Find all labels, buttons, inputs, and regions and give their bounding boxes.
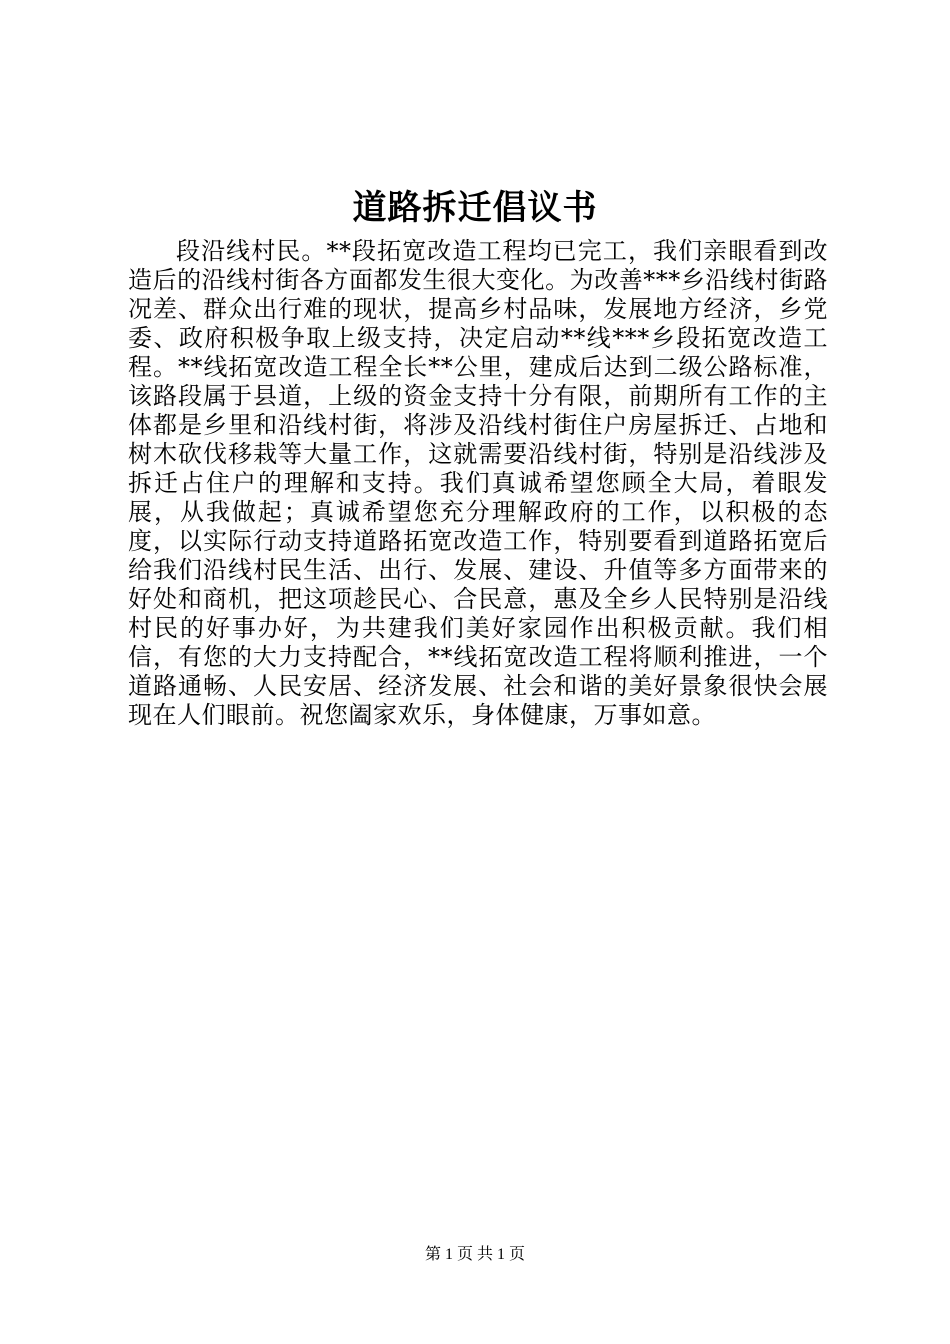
document-body: 段沿线村民。**段拓宽改造工程均已完工，我们亲眼看到改造后的沿线村街各方面都发生很大变化。为改善***乡沿线村街路况差、群众出行难的现状，提高乡村品味，发展地方经济，乡党委、政府积极争取上级支持，决定启动**线***乡段拓宽改造工程。**线拓宽改造工程全长**公里，建成后达到二级公路标准，该路段属于县道，上级的资金支持十分有限，前期所有工作的主体都是乡里和沿线村街，将涉及沿线村街住户房屋拆迁、占地和树木砍伐移栽等大量工作，这就需要沿线村街，特别是沿线涉及拆迁占住户的理解和支持。我们真诚希望您顾全大局，着眼发展，从我做起；真诚希望您充分理解政府的工作，以积极的态度，以实际行动支持道路拓宽改造工作，特别要看到道路拓宽后给我们沿线村民生活、出行、发展、建设、升值等多方面带来的好处和商机，把这项趁民心、合民意，惠及全乡人民特别是沿线村民的好事办好，为共建我们美好家园作出积极贡献。我们相信，有您的大力支持配合，**线拓宽改造工程将顺利推进，一个道路通畅、人民安居、经济发展、社会和谐的美好景象很快会展现在人们眼前。祝您阖家欢乐，身体健康，万事如意。	[128, 237, 828, 729]
page-footer: 第 1 页 共 1 页	[424, 1246, 525, 1263]
document-title: 道路拆迁倡议书	[352, 188, 598, 228]
